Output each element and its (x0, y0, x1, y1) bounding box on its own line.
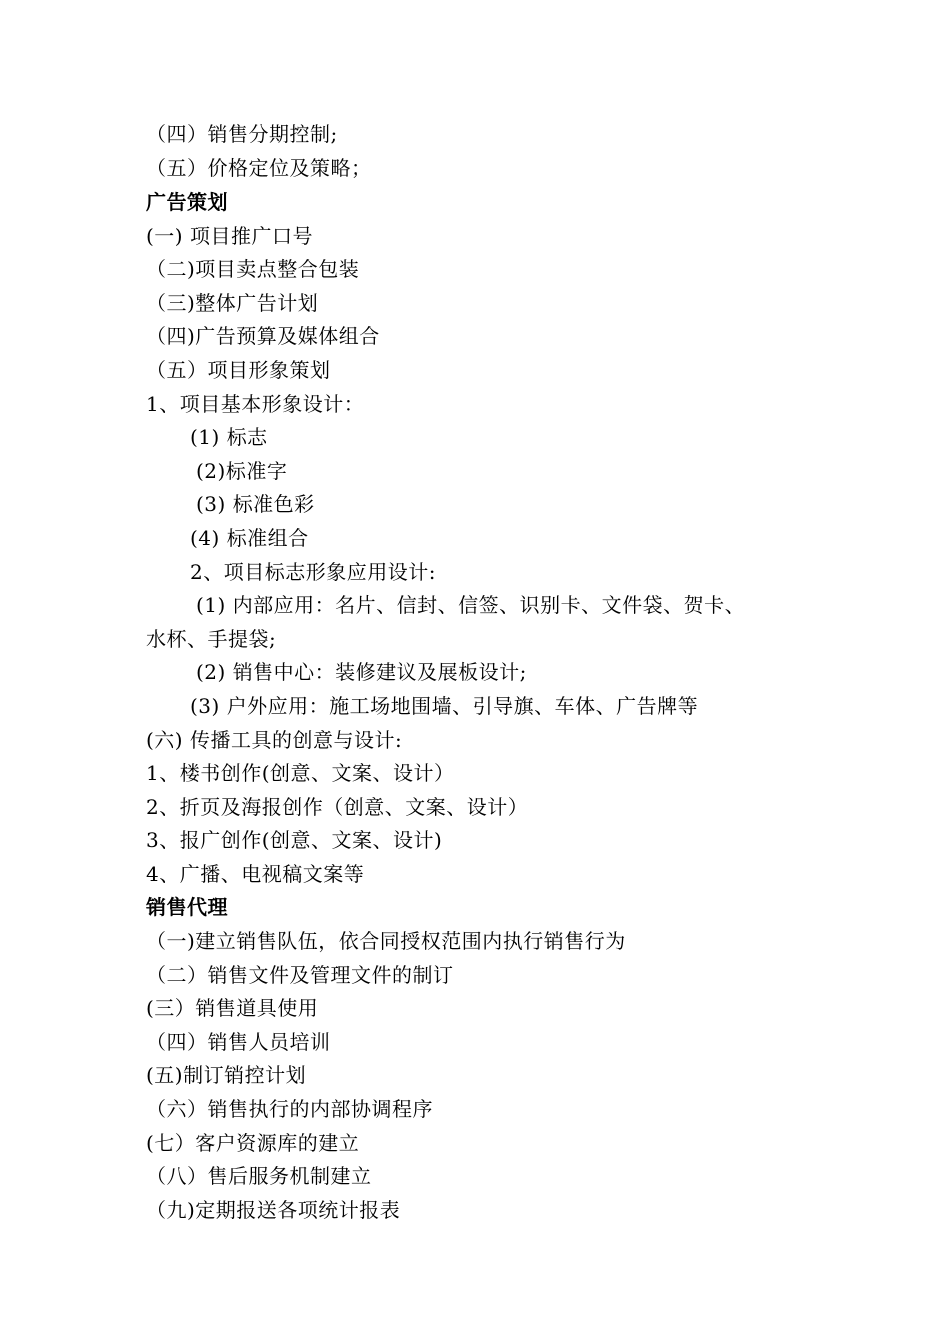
text-line: (3) 标准色彩 (196, 492, 315, 516)
text-line: (三）销售道具使用 (146, 996, 319, 1020)
text-line: (六) 传播工具的创意与设计: (146, 728, 403, 752)
text-line: 2、折页及海报创作（创意、文案、设计） (146, 795, 529, 819)
section-heading-sales: 销售代理 (146, 895, 228, 919)
text-line: （四)广告预算及媒体组合 (146, 324, 380, 348)
text-line: （五）项目形象策划 (146, 358, 331, 382)
text-line: (七）客户资源库的建立 (146, 1131, 360, 1155)
text-line: （八）售后服务机制建立 (146, 1164, 372, 1188)
text-line: 2、项目标志形象应用设计: (190, 560, 436, 584)
section-heading-ad: 广告策划 (146, 190, 228, 214)
text-line: （四）销售分期控制; (146, 122, 338, 146)
text-line: （三)整体广告计划 (146, 291, 319, 315)
text-line: （九)定期报送各项统计报表 (146, 1198, 401, 1222)
text-line: （二）销售文件及管理文件的制订 (146, 963, 454, 987)
text-line: （二)项目卖点整合包装 (146, 257, 360, 281)
text-line: 3、报广创作(创意、文案、设计) (146, 828, 443, 852)
text-line: (五)制订销控计划 (146, 1063, 307, 1087)
text-line: （五）价格定位及策略； (146, 156, 372, 180)
text-line: 4、广播、电视稿文案等 (146, 862, 365, 886)
text-line: (3) 户外应用：施工场地围墙、引导旗、车体、广告牌等 (190, 694, 699, 718)
text-line: (4) 标准组合 (190, 526, 309, 550)
text-line: 水杯、手提袋; (146, 627, 277, 651)
text-line: (一) 项目推广口号 (146, 224, 313, 248)
text-line: (2)标准字 (196, 459, 288, 483)
text-line: （一)建立销售队伍，依合同授权范围内执行销售行为 (146, 929, 626, 953)
text-line: 1、项目基本形象设计： (146, 392, 365, 416)
text-line: (1) 内部应用：名片、信封、信签、识别卡、文件袋、贺卡、 (196, 593, 746, 617)
text-line: （六）销售执行的内部协调程序 (146, 1097, 433, 1121)
text-line: (2) 销售中心：装修建议及展板设计; (196, 660, 527, 684)
text-line: 1、楼书创作(创意、文案、设计） (146, 761, 455, 785)
text-line: （四）销售人员培训 (146, 1030, 331, 1054)
text-line: (1) 标志 (190, 425, 268, 449)
